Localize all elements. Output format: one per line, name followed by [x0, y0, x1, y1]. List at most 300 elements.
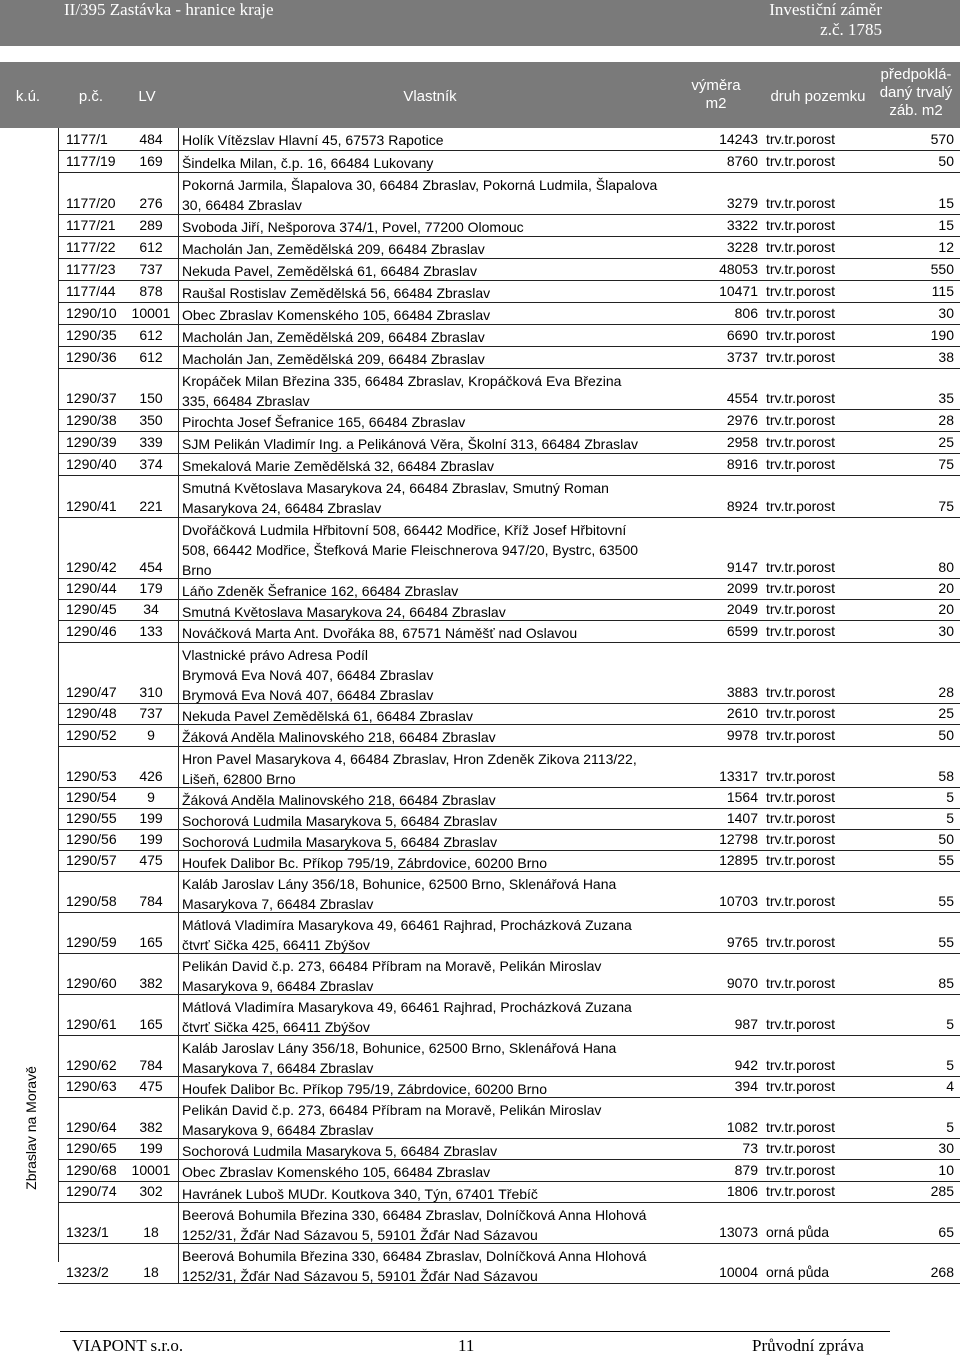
land-type-cell: trv.tr.porost	[766, 831, 835, 847]
planned-take-cell: 75	[938, 498, 954, 514]
table-row	[58, 151, 960, 173]
column-divider	[178, 1160, 179, 1181]
planned-take-cell: 15	[938, 217, 954, 233]
lv-number: 133	[139, 623, 163, 639]
owner-cell: Pokorná Jarmila, Šlapalova 30, 66484 Zbraslav, Pokorná Ludmila, Šlapalova 30, 66484 Zbraslav	[182, 177, 658, 213]
column-divider	[178, 1036, 179, 1076]
column-divider	[178, 410, 179, 431]
planned-take-cell: 30	[938, 1140, 954, 1156]
column-pred: předpoklá- daný trvalý záb. m2	[879, 66, 953, 119]
planned-take-cell: 38	[938, 349, 954, 365]
lv-number: 18	[143, 1264, 159, 1280]
table-row	[58, 347, 960, 369]
page-header	[0, 0, 960, 46]
table-row	[58, 476, 960, 518]
column-type: druh pozemku	[770, 88, 866, 105]
area-cell: 987	[734, 1016, 758, 1032]
land-type-cell: trv.tr.porost	[766, 195, 835, 211]
owner-cell: Smekalová Marie Zemědělská 32, 66484 Zbraslav	[182, 458, 495, 474]
parcel-number: 1290/55	[66, 810, 117, 826]
planned-take-cell: 5	[946, 1057, 954, 1073]
column-divider	[178, 237, 179, 258]
area-cell: 10703	[719, 893, 758, 909]
lv-number: 475	[139, 1078, 163, 1094]
owner-cell: Holík Vítězslav Hlavní 45, 67573 Rapotice	[182, 132, 444, 148]
table-row	[58, 518, 960, 579]
page-number: 11	[458, 1336, 475, 1355]
lv-number: 350	[139, 412, 163, 428]
column-divider	[178, 325, 179, 346]
column-divider	[178, 995, 179, 1035]
table-row	[58, 621, 960, 643]
table-row	[58, 128, 960, 151]
planned-take-cell: 55	[938, 852, 954, 868]
area-cell: 2049	[726, 601, 758, 617]
parcel-number: 1290/42	[66, 559, 117, 575]
table-row	[58, 454, 960, 476]
planned-take-cell: 25	[938, 705, 954, 721]
column-divider	[178, 704, 179, 724]
parcel-number: 1290/40	[66, 456, 117, 472]
parcel-number: 1290/68	[66, 1162, 117, 1178]
land-type-cell: trv.tr.porost	[766, 559, 835, 575]
parcel-number: 1290/63	[66, 1078, 117, 1094]
owner-cell: Pirochta Josef Šefranice 165, 66484 Zbraslav	[182, 414, 466, 430]
land-type-cell: trv.tr.porost	[766, 705, 835, 721]
planned-take-cell: 28	[938, 412, 954, 428]
column-divider	[178, 432, 179, 453]
report-title: Průvodní zpráva	[752, 1336, 864, 1355]
parcel-number: 1290/59	[66, 934, 117, 950]
column-divider	[178, 303, 179, 324]
owner-cell: Nekuda Pavel Zemědělská 61, 66484 Zbraslav	[182, 708, 474, 724]
table-row	[58, 913, 960, 954]
lv-number: 179	[139, 580, 163, 596]
area-cell: 2099	[726, 580, 758, 596]
owner-cell: Sochorová Ludmila Masarykova 5, 66484 Zbraslav	[182, 834, 498, 850]
footer-divider	[60, 1331, 890, 1332]
parcel-number: 1290/58	[66, 893, 117, 909]
table-row	[58, 173, 960, 215]
parcel-number: 1177/20	[66, 195, 116, 211]
owner-cell: Šindelka Milan, č.p. 16, 66484 Lukovany	[182, 155, 434, 171]
owner-cell: SJM Pelikán Vladimír Ing. a Pelikánová Věra, Školní 313, 66484 Zbraslav	[182, 436, 639, 452]
table-row	[58, 788, 960, 809]
parcel-number: 1177/23	[66, 261, 116, 277]
planned-take-cell: 28	[938, 684, 954, 700]
table-row	[58, 259, 960, 281]
land-type-cell: trv.tr.porost	[766, 623, 835, 639]
lv-number: 169	[139, 153, 163, 169]
table-row	[58, 851, 960, 872]
parcel-number: 1290/57	[66, 852, 117, 868]
parcel-number: 1177/22	[66, 239, 116, 255]
table-row	[58, 281, 960, 303]
owner-cell: Nováčková Marta Ant. Dvořáka 88, 67571 Náměšť nad Oslavou	[182, 625, 578, 641]
column-divider	[178, 1244, 179, 1283]
column-area: výměra m2	[691, 77, 741, 112]
column-divider	[178, 1203, 179, 1243]
land-type-cell: trv.tr.porost	[766, 349, 835, 365]
column-divider	[178, 518, 179, 578]
planned-take-cell: 550	[930, 261, 954, 277]
table-row	[58, 704, 960, 725]
parcel-number: 1290/35	[66, 327, 117, 343]
column-pc: p.č.	[78, 88, 104, 105]
lv-number: 612	[139, 327, 163, 343]
column-divider	[178, 600, 179, 620]
lv-number: 165	[139, 1016, 163, 1032]
land-type-cell: trv.tr.porost	[766, 498, 835, 514]
land-type-cell: orná půda	[766, 1224, 830, 1240]
area-cell: 2958	[726, 434, 758, 450]
owner-cell: Havránek Luboš MUDr. Koutkova 340, Týn, 67401 Třebíč	[182, 1186, 538, 1202]
land-type-cell: trv.tr.porost	[766, 1016, 835, 1032]
area-cell: 8916	[726, 456, 758, 472]
parcel-number: 1290/48	[66, 705, 117, 721]
table-row	[58, 1203, 960, 1244]
lv-number: 221	[139, 498, 163, 514]
lv-number: 784	[139, 1057, 163, 1073]
lv-number: 454	[139, 559, 163, 575]
lv-number: 382	[139, 1119, 163, 1135]
lv-number: 475	[139, 852, 163, 868]
column-lv: LV	[138, 88, 156, 105]
owner-cell: Macholán Jan, Zemědělská 209, 66484 Zbraslav	[182, 351, 485, 367]
planned-take-cell: 285	[930, 1183, 954, 1199]
lv-number: 374	[139, 456, 163, 472]
column-owner: Vlastník	[403, 88, 457, 105]
column-divider	[178, 830, 179, 850]
column-divider	[178, 643, 179, 703]
land-type-cell: trv.tr.porost	[766, 153, 835, 169]
area-cell: 3737	[726, 349, 758, 365]
column-divider	[178, 913, 179, 953]
parcel-number: 1177/44	[66, 283, 116, 299]
owner-cell: Mátlová Vladimíra Masarykova 49, 66461 Rajhrad, Procházková Zuzana čtvrť Sička 425, 66411 Zbýšov	[182, 917, 632, 953]
lv-number: 9	[147, 727, 155, 743]
owner-cell: Žáková Anděla Malinovského 218, 66484 Zbraslav	[182, 792, 496, 808]
parcel-number: 1290/44	[66, 580, 117, 596]
lv-number: 302	[139, 1183, 163, 1199]
column-divider	[178, 747, 179, 787]
land-type-cell: trv.tr.porost	[766, 217, 835, 233]
column-divider	[178, 788, 179, 808]
area-cell: 3279	[726, 195, 758, 211]
owner-cell: Svoboda Jiří, Nešporova 374/1, Povel, 77200 Olomouc	[182, 219, 524, 235]
land-type-cell: trv.tr.porost	[766, 327, 835, 343]
lv-number: 276	[139, 195, 163, 211]
column-divider	[178, 621, 179, 642]
table-row	[58, 809, 960, 830]
table-row	[58, 432, 960, 454]
planned-take-cell: 115	[931, 283, 954, 299]
parcel-number: 1290/36	[66, 349, 117, 365]
planned-take-cell: 570	[930, 131, 954, 147]
lv-number: 289	[139, 217, 163, 233]
planned-take-cell: 50	[938, 153, 954, 169]
area-cell: 13317	[719, 768, 758, 784]
table-header	[0, 62, 960, 128]
table-row	[58, 643, 960, 704]
column-divider	[178, 369, 179, 409]
owner-cell: Kaláb Jaroslav Lány 356/18, Bohunice, 62500 Brno, Sklenářová Hana Masarykova 7, 66484 Zbraslav	[182, 876, 617, 912]
land-type-cell: trv.tr.porost	[766, 810, 835, 826]
parcel-number: 1290/56	[66, 831, 117, 847]
column-divider	[178, 215, 179, 236]
planned-take-cell: 20	[938, 601, 954, 617]
owner-cell: Dvořáčková Ludmila Hřbitovní 508, 66442 Modřice, Kříž Josef Hřbitovní 508, 66442 Modřice, Štefková Marie Fleischnerova 947/20, Bystrc, 63500 Brno	[182, 522, 639, 578]
area-cell: 2976	[726, 412, 758, 428]
table-row	[58, 725, 960, 747]
table-row	[58, 215, 960, 237]
owner-cell: Houfek Dalibor Bc. Příkop 795/19, Zábrdovice, 60200 Brno	[182, 1081, 547, 1097]
lv-number: 9	[147, 789, 155, 805]
owner-cell: Smutná Květoslava Masarykova 24, 66484 Zbraslav	[182, 604, 506, 620]
table-row	[58, 1160, 960, 1182]
planned-take-cell: 5	[946, 1016, 954, 1032]
column-divider	[178, 1182, 179, 1202]
land-type-cell: trv.tr.porost	[766, 601, 835, 617]
area-cell: 4554	[726, 390, 758, 406]
land-type-cell: trv.tr.porost	[766, 456, 835, 472]
area-cell: 879	[734, 1162, 758, 1178]
planned-take-cell: 5	[946, 810, 954, 826]
table-row	[58, 303, 960, 325]
lv-number: 165	[139, 934, 163, 950]
parcel-number: 1290/74	[66, 1183, 117, 1199]
planned-take-cell: 12	[938, 239, 954, 255]
parcel-number: 1290/60	[66, 975, 117, 991]
area-cell: 12895	[719, 852, 758, 868]
lv-number: 150	[139, 390, 163, 406]
area-cell: 6690	[726, 327, 758, 343]
area-cell: 14243	[719, 131, 758, 147]
planned-take-cell: 15	[938, 195, 954, 211]
table-row	[58, 1139, 960, 1160]
land-type-cell: trv.tr.porost	[766, 727, 835, 743]
area-cell: 9070	[726, 975, 758, 991]
planned-take-cell: 30	[938, 305, 954, 321]
area-cell: 12798	[719, 831, 758, 847]
company-name: VIAPONT s.r.o.	[72, 1336, 184, 1355]
area-cell: 6599	[726, 623, 758, 639]
lv-number: 10001	[131, 305, 171, 321]
column-divider	[178, 173, 179, 214]
land-type-cell: trv.tr.porost	[766, 684, 835, 700]
cadastral-area-column	[4, 128, 59, 1262]
column-divider	[178, 128, 179, 150]
land-type-cell: trv.tr.porost	[766, 390, 835, 406]
area-cell: 48053	[719, 261, 758, 277]
lv-number: 737	[139, 261, 163, 277]
column-divider	[178, 851, 179, 871]
table-row	[58, 410, 960, 432]
lv-number: 612	[139, 349, 163, 365]
column-divider	[178, 1077, 179, 1097]
table-row	[58, 954, 960, 995]
land-type-cell: trv.tr.porost	[766, 434, 835, 450]
column-divider	[178, 347, 179, 368]
land-type-cell: trv.tr.porost	[766, 1119, 835, 1135]
parcel-number: 1290/39	[66, 434, 117, 450]
plan-number: z.č. 1785	[820, 20, 882, 39]
owner-cell: Žáková Anděla Malinovského 218, 66484 Zbraslav	[182, 729, 496, 745]
owner-cell: Pelikán David č.p. 273, 66484 Příbram na Moravě, Pelikán Miroslav Masarykova 9, 66484 Zbraslav	[182, 1102, 602, 1138]
land-type-cell: trv.tr.porost	[766, 789, 835, 805]
owner-cell: Kropáček Milan Březina 335, 66484 Zbraslav, Kropáčková Eva Březina 335, 66484 Zbraslav	[182, 373, 622, 409]
table-row	[58, 1182, 960, 1203]
parcel-number: 1290/47	[66, 684, 117, 700]
area-cell: 10004	[719, 1264, 758, 1280]
lv-number: 382	[139, 975, 163, 991]
column-divider	[178, 476, 179, 517]
lv-number: 426	[139, 768, 163, 784]
column-divider	[178, 809, 179, 829]
owner-cell: Kaláb Jaroslav Lány 356/18, Bohunice, 62500 Brno, Sklenářová Hana Masarykova 7, 66484 Zbraslav	[182, 1040, 617, 1076]
lv-number: 878	[139, 283, 163, 299]
lv-number: 18	[143, 1224, 159, 1240]
parcel-number: 1290/45	[66, 601, 117, 617]
planned-take-cell: 85	[938, 975, 954, 991]
area-cell: 3883	[726, 684, 758, 700]
owner-cell: Láňo Zdeněk Šefranice 162, 66484 Zbraslav	[182, 583, 459, 599]
land-type-cell: trv.tr.porost	[766, 283, 835, 299]
parcel-number: 1290/10	[66, 305, 117, 321]
column-divider	[178, 151, 179, 172]
owner-cell: Smutná Květoslava Masarykova 24, 66484 Zbraslav, Smutný Roman Masarykova 24, 66484 Zbraslav	[182, 480, 609, 516]
area-cell: 8760	[726, 153, 758, 169]
area-cell: 73	[742, 1140, 758, 1156]
planned-take-cell: 75	[938, 456, 954, 472]
land-type-cell: trv.tr.porost	[766, 1140, 835, 1156]
lv-number: 484	[139, 131, 163, 147]
planned-take-cell: 5	[946, 1119, 954, 1135]
planned-take-cell: 80	[938, 559, 954, 575]
parcel-number: 1290/54	[66, 789, 117, 805]
owner-cell: Nekuda Pavel, Zemědělská 61, 66484 Zbraslav	[182, 263, 477, 279]
planned-take-cell: 5	[946, 789, 954, 805]
owner-cell: Obec Zbraslav Komenského 105, 66484 Zbraslav	[182, 307, 491, 323]
owner-cell: Sochorová Ludmila Masarykova 5, 66484 Zbraslav	[182, 813, 498, 829]
land-type-cell: trv.tr.porost	[766, 1057, 835, 1073]
land-type-cell: trv.tr.porost	[766, 239, 835, 255]
owner-cell: Pelikán David č.p. 273, 66484 Příbram na Moravě, Pelikán Miroslav Masarykova 9, 66484 Zbraslav	[182, 958, 602, 994]
planned-take-cell: 50	[938, 831, 954, 847]
land-type-cell: trv.tr.porost	[766, 1162, 835, 1178]
table-row	[58, 1098, 960, 1139]
area-cell: 1806	[726, 1183, 758, 1199]
table-row	[58, 600, 960, 621]
area-cell: 9765	[726, 934, 758, 950]
table-row	[58, 830, 960, 851]
parcel-number: 1290/53	[66, 768, 117, 784]
parcel-number: 1290/64	[66, 1119, 117, 1135]
owner-cell: Beerová Bohumila Březina 330, 66484 Zbraslav, Dolníčková Anna Hlohová 1252/31, Žďár Nad Sázavou 5, 59101 Žďár Nad Sázavou	[182, 1248, 647, 1284]
planned-take-cell: 55	[938, 934, 954, 950]
area-cell: 13073	[719, 1224, 758, 1240]
lv-number: 339	[139, 434, 163, 450]
parcel-number: 1177/1	[66, 131, 108, 147]
table-row	[58, 747, 960, 788]
planned-take-cell: 25	[938, 434, 954, 450]
parcel-number: 1290/41	[66, 498, 117, 514]
planned-take-cell: 65	[938, 1224, 954, 1240]
parcel-number: 1323/2	[66, 1264, 109, 1280]
parcel-number: 1323/1	[66, 1224, 109, 1240]
land-type-cell: trv.tr.porost	[766, 580, 835, 596]
area-cell: 3228	[726, 239, 758, 255]
land-type-cell: trv.tr.porost	[766, 412, 835, 428]
land-type-cell: orná půda	[766, 1264, 830, 1280]
column-divider	[178, 259, 179, 280]
planned-take-cell: 20	[938, 580, 954, 596]
planned-take-cell: 50	[938, 727, 954, 743]
table-row	[58, 1036, 960, 1077]
column-divider	[178, 281, 179, 302]
table-row	[58, 872, 960, 913]
parcel-number: 1290/62	[66, 1057, 117, 1073]
parcel-number: 1177/21	[66, 217, 116, 233]
area-cell: 10471	[719, 283, 758, 299]
area-cell: 9978	[726, 727, 758, 743]
lv-number: 199	[139, 1140, 163, 1156]
planned-take-cell: 190	[930, 327, 954, 343]
parcel-number: 1290/38	[66, 412, 117, 428]
parcel-number: 1290/46	[66, 623, 117, 639]
lv-number: 612	[139, 239, 163, 255]
land-type-cell: trv.tr.porost	[766, 1078, 835, 1094]
owner-cell: Macholán Jan, Zemědělská 209, 66484 Zbraslav	[182, 329, 485, 345]
land-type-cell: trv.tr.porost	[766, 131, 835, 147]
column-divider	[178, 454, 179, 475]
parcel-number: 1177/19	[66, 153, 116, 169]
area-cell: 2610	[726, 705, 758, 721]
area-cell: 942	[734, 1057, 758, 1073]
column-divider	[178, 725, 179, 746]
area-cell: 3322	[726, 217, 758, 233]
column-divider	[178, 954, 179, 994]
planned-take-cell: 55	[938, 893, 954, 909]
planned-take-cell: 58	[938, 768, 954, 784]
project-title: II/395 Zastávka - hranice kraje	[64, 0, 274, 19]
area-cell: 8924	[726, 498, 758, 514]
owner-cell: Vlastnické právo Adresa Podíl Brymová Eva Nová 407, 66484 Zbraslav Brymová Eva Nová 407, 66484 Zbraslav	[182, 647, 434, 703]
land-type-cell: trv.tr.porost	[766, 934, 835, 950]
owner-cell: Mátlová Vladimíra Masarykova 49, 66461 Rajhrad, Procházková Zuzana čtvrť Sička 425, 66411 Zbýšov	[182, 999, 632, 1035]
planned-take-cell: 268	[930, 1264, 954, 1280]
parcel-number: 1290/37	[66, 390, 117, 406]
table-row	[58, 579, 960, 600]
land-type-cell: trv.tr.porost	[766, 305, 835, 321]
table-row	[58, 237, 960, 259]
land-type-cell: trv.tr.porost	[766, 261, 835, 277]
table-row	[58, 1077, 960, 1098]
column-ku: k.ú.	[15, 88, 41, 105]
lv-number: 310	[139, 684, 163, 700]
lv-number: 737	[139, 705, 163, 721]
column-divider	[178, 872, 179, 912]
area-cell: 1407	[726, 810, 758, 826]
lv-number: 10001	[131, 1162, 171, 1178]
table-row	[58, 995, 960, 1036]
column-divider	[178, 1098, 179, 1138]
area-cell: 9147	[726, 559, 758, 575]
table-row	[58, 325, 960, 347]
land-type-cell: trv.tr.porost	[766, 1183, 835, 1199]
owner-cell: Raušal Rostislav Zemědělská 56, 66484 Zbraslav	[182, 285, 491, 301]
area-cell: 1082	[726, 1119, 758, 1135]
